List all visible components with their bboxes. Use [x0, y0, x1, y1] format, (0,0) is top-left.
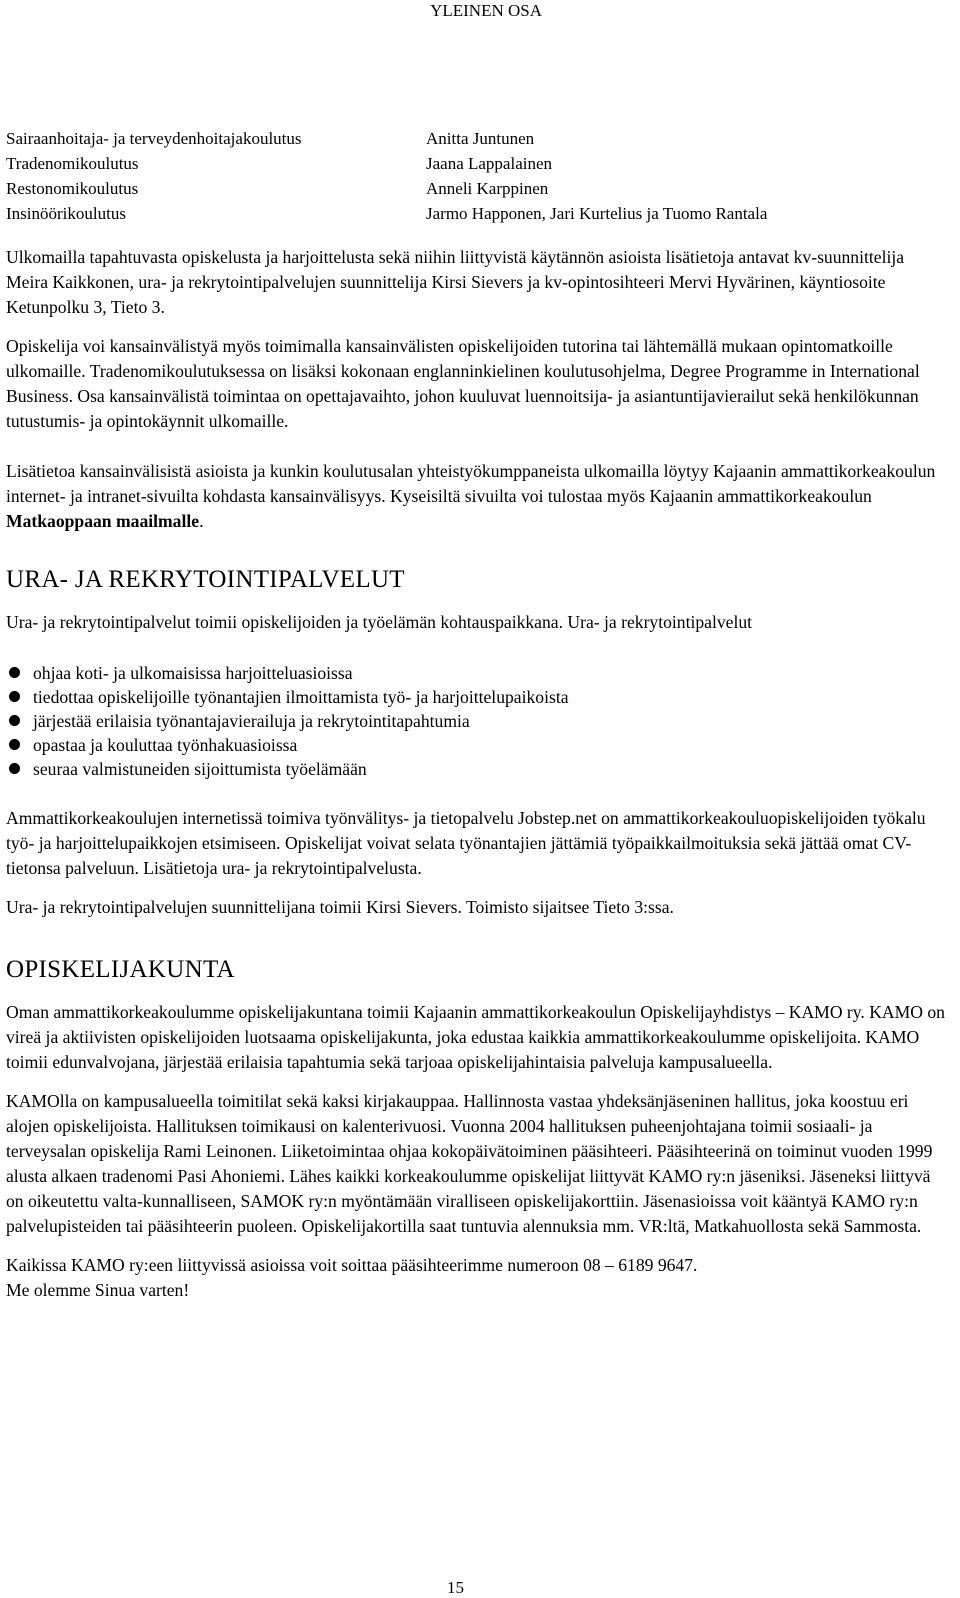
list-item-text: ohjaa koti- ja ulkomaisissa harjoitteluasioissa	[33, 663, 353, 683]
intro-paragraph-study-abroad: Ulkomailla tapahtuvasta opiskelusta ja harjoittelusta sekä niihin liittyvistä käytännön asioista lisätietoja antavat kv-suunnittelija Meira Kaikkonen, ura- ja rekrytointipalvelujen suunnittelija Kirsi Sievers ja kv-opintosihteeri Mervi Hyvärinen, käyntiosoite Ketunpolku 3, Tieto 3.	[6, 247, 905, 317]
student-union-paragraph-2: KAMOlla on kampusalueella toimitilat sekä kaksi kirjakauppaa. Hallinnosta vastaa yhdeksänjäseninen hallitus, joka koostuu eri alojen opiskelijoista. Hallituksen toimikausi on kalenterivuosi. Vuonna 2004 hallituksen puheenjohtajana toimii sosiaali- ja terveysalan opiskelija Rami Leinonen. Liiketoimintaa ohjaa kokopäivätoiminen pääsihteeri. Pääsihteerinä on toiminut vuoden 1999 alusta alkaen tradenomi Pasi Ahoniemi. Lähes kaikki korkeakoulumme opiskelijat liittyvät KAMO ry:n jäseniksi. Jäseneksi liittyvä on oikeutettu valta-kunnalliseen, SAMOK ry:n myöntämään viralliseen opiskelijakorttiin. Jäsenasioissa voit kääntyä KAMO ry:n palvelupisteiden tai pääsihteerin puoleen. Opiskelijakortilla saat tuntuvia alennuksia mm. VR:ltä, Matkahuollosta sekä Sammosta.	[6, 1091, 933, 1236]
list-item	[6, 685, 946, 709]
intro-paragraph-more-info	[6, 459, 946, 534]
contact-row	[6, 151, 946, 176]
page-number: 15	[447, 1578, 464, 1597]
contact-program: Sairaanhoitaja- ja terveydenhoitajakoulutus	[6, 129, 302, 148]
career-services-intro: Ura- ja rekrytointipalvelut toimii opiskelijoiden ja työelämän kohtauspaikkana. Ura- ja rekrytointipalvelut	[6, 612, 753, 632]
intro-paragraph-internationalization: Opiskelija voi kansainvälistyä myös toimimalla kansainvälisten opiskelijoiden tutorina tai lähtemällä mukaan opintomatkoille ulkomaille. Tradenomikoulutuksessa on lisäksi kokonaan englanninkielinen koulutusohjelma, Degree Programme in International Business. Osa kansainvälistä toimintaa on opettajavaihto, johon kuuluvat luennoitsija- ja asiantuntijavierailut sekä henkilökunnan tutustumis- ja opintokäynnit ulkomaille.	[6, 336, 920, 431]
list-item	[6, 733, 946, 757]
contact-list	[6, 126, 946, 226]
list-item	[6, 661, 946, 685]
contact-row	[6, 176, 946, 201]
contact-person: Jaana Lappalainen	[426, 154, 553, 173]
bullet-icon	[9, 667, 20, 678]
list-item	[6, 709, 946, 733]
contact-program: Restonomikoulutus	[6, 179, 139, 198]
career-services-list	[6, 661, 946, 781]
contact-program: Insinöörikoulutus	[6, 204, 126, 223]
more-info-end: .	[199, 511, 204, 531]
bullet-icon	[9, 739, 20, 750]
career-services-contact: Ura- ja rekrytointipalvelujen suunnittelijana toimii Kirsi Sievers. Toimisto sijaitsee Tieto 3:ssa.	[6, 897, 674, 917]
student-union-paragraph-3	[6, 1253, 946, 1303]
list-item	[6, 757, 946, 781]
body-text	[6, 245, 946, 1303]
contact-person: Jarmo Happonen, Jari Kurtelius ja Tuomo Rantala	[426, 204, 768, 223]
student-union-paragraph-1: Oman ammattikorkeakoulumme opiskelijakuntana toimii Kajaanin ammattikorkeakoulun Opiskelijayhdistys – KAMO ry. KAMO on vireä ja aktiivisten opiskelijoiden luotsaama opiskelijakunta, joka edustaa kaikkia ammattikorkeakoulumme opiskelijoita. KAMO toimii edunvalvojana, järjestää erilaisia tapahtumia sekä tarjoaa opiskelijahintaisia palveluja kampusalueella.	[6, 1002, 945, 1072]
jobstep-paragraph: Ammattikorkeakoulujen internetissä toimiva työnvälitys- ja tietopalvelu Jobstep.net on ammattikorkeakouluopiskelijoiden työkalu työ- ja harjoittelupaikkojen etsimiseen. Opiskelijat voivat selata työnantajien jättämiä työpaikkailmoituksia sekä jättää omat CV-tietonsa palveluun. Lisätietoja ura- ja rekrytointipalvelusta.	[6, 808, 926, 878]
guide-title: Matkaoppaan maailmalle	[6, 511, 200, 531]
list-item-text: opastaa ja kouluttaa työnhakuasioissa	[33, 735, 298, 755]
section-heading-student-union: OPISKELIJAKUNTA	[6, 956, 235, 983]
bullet-icon	[9, 691, 20, 702]
section-heading-career-services: URA- JA REKRYTOINTIPALVELUT	[6, 566, 405, 593]
bullet-icon	[9, 763, 20, 774]
contact-person: Anneli Karppinen	[426, 179, 549, 198]
list-item-text: seuraa valmistuneiden sijoittumista työelämään	[33, 759, 367, 779]
contact-person: Anitta Juntunen	[426, 129, 535, 148]
contact-row	[6, 126, 946, 151]
contact-program: Tradenomikoulutus	[6, 154, 139, 173]
list-item-text: tiedottaa opiskelijoille työnantajien ilmoittamista työ- ja harjoittelupaikoista	[33, 687, 569, 707]
contact-row	[6, 201, 946, 226]
bullet-icon	[9, 715, 20, 726]
running-header: YLEINEN OSA	[430, 1, 542, 20]
student-union-closing-line: Me olemme Sinua varten!	[6, 1280, 190, 1300]
student-union-phone-line: Kaikissa KAMO ry:een liittyvissä asioissa voit soittaa pääsihteerimme numeroon 08 – 6189 9647.	[6, 1255, 698, 1275]
more-info-text: Lisätietoa kansainvälisistä asioista ja kunkin koulutusalan yhteistyökumppaneista ulkomailla löytyy Kajaanin ammattikorkeakoulun internet- ja intranet-sivuilta kohdasta kansainvälisyys. Kyseisiltä sivuilta voi tulostaa myös Kajaanin ammattikorkeakoulun	[6, 461, 936, 506]
list-item-text: järjestää erilaisia työnantajavierailuja ja rekrytointitapahtumia	[33, 711, 470, 731]
